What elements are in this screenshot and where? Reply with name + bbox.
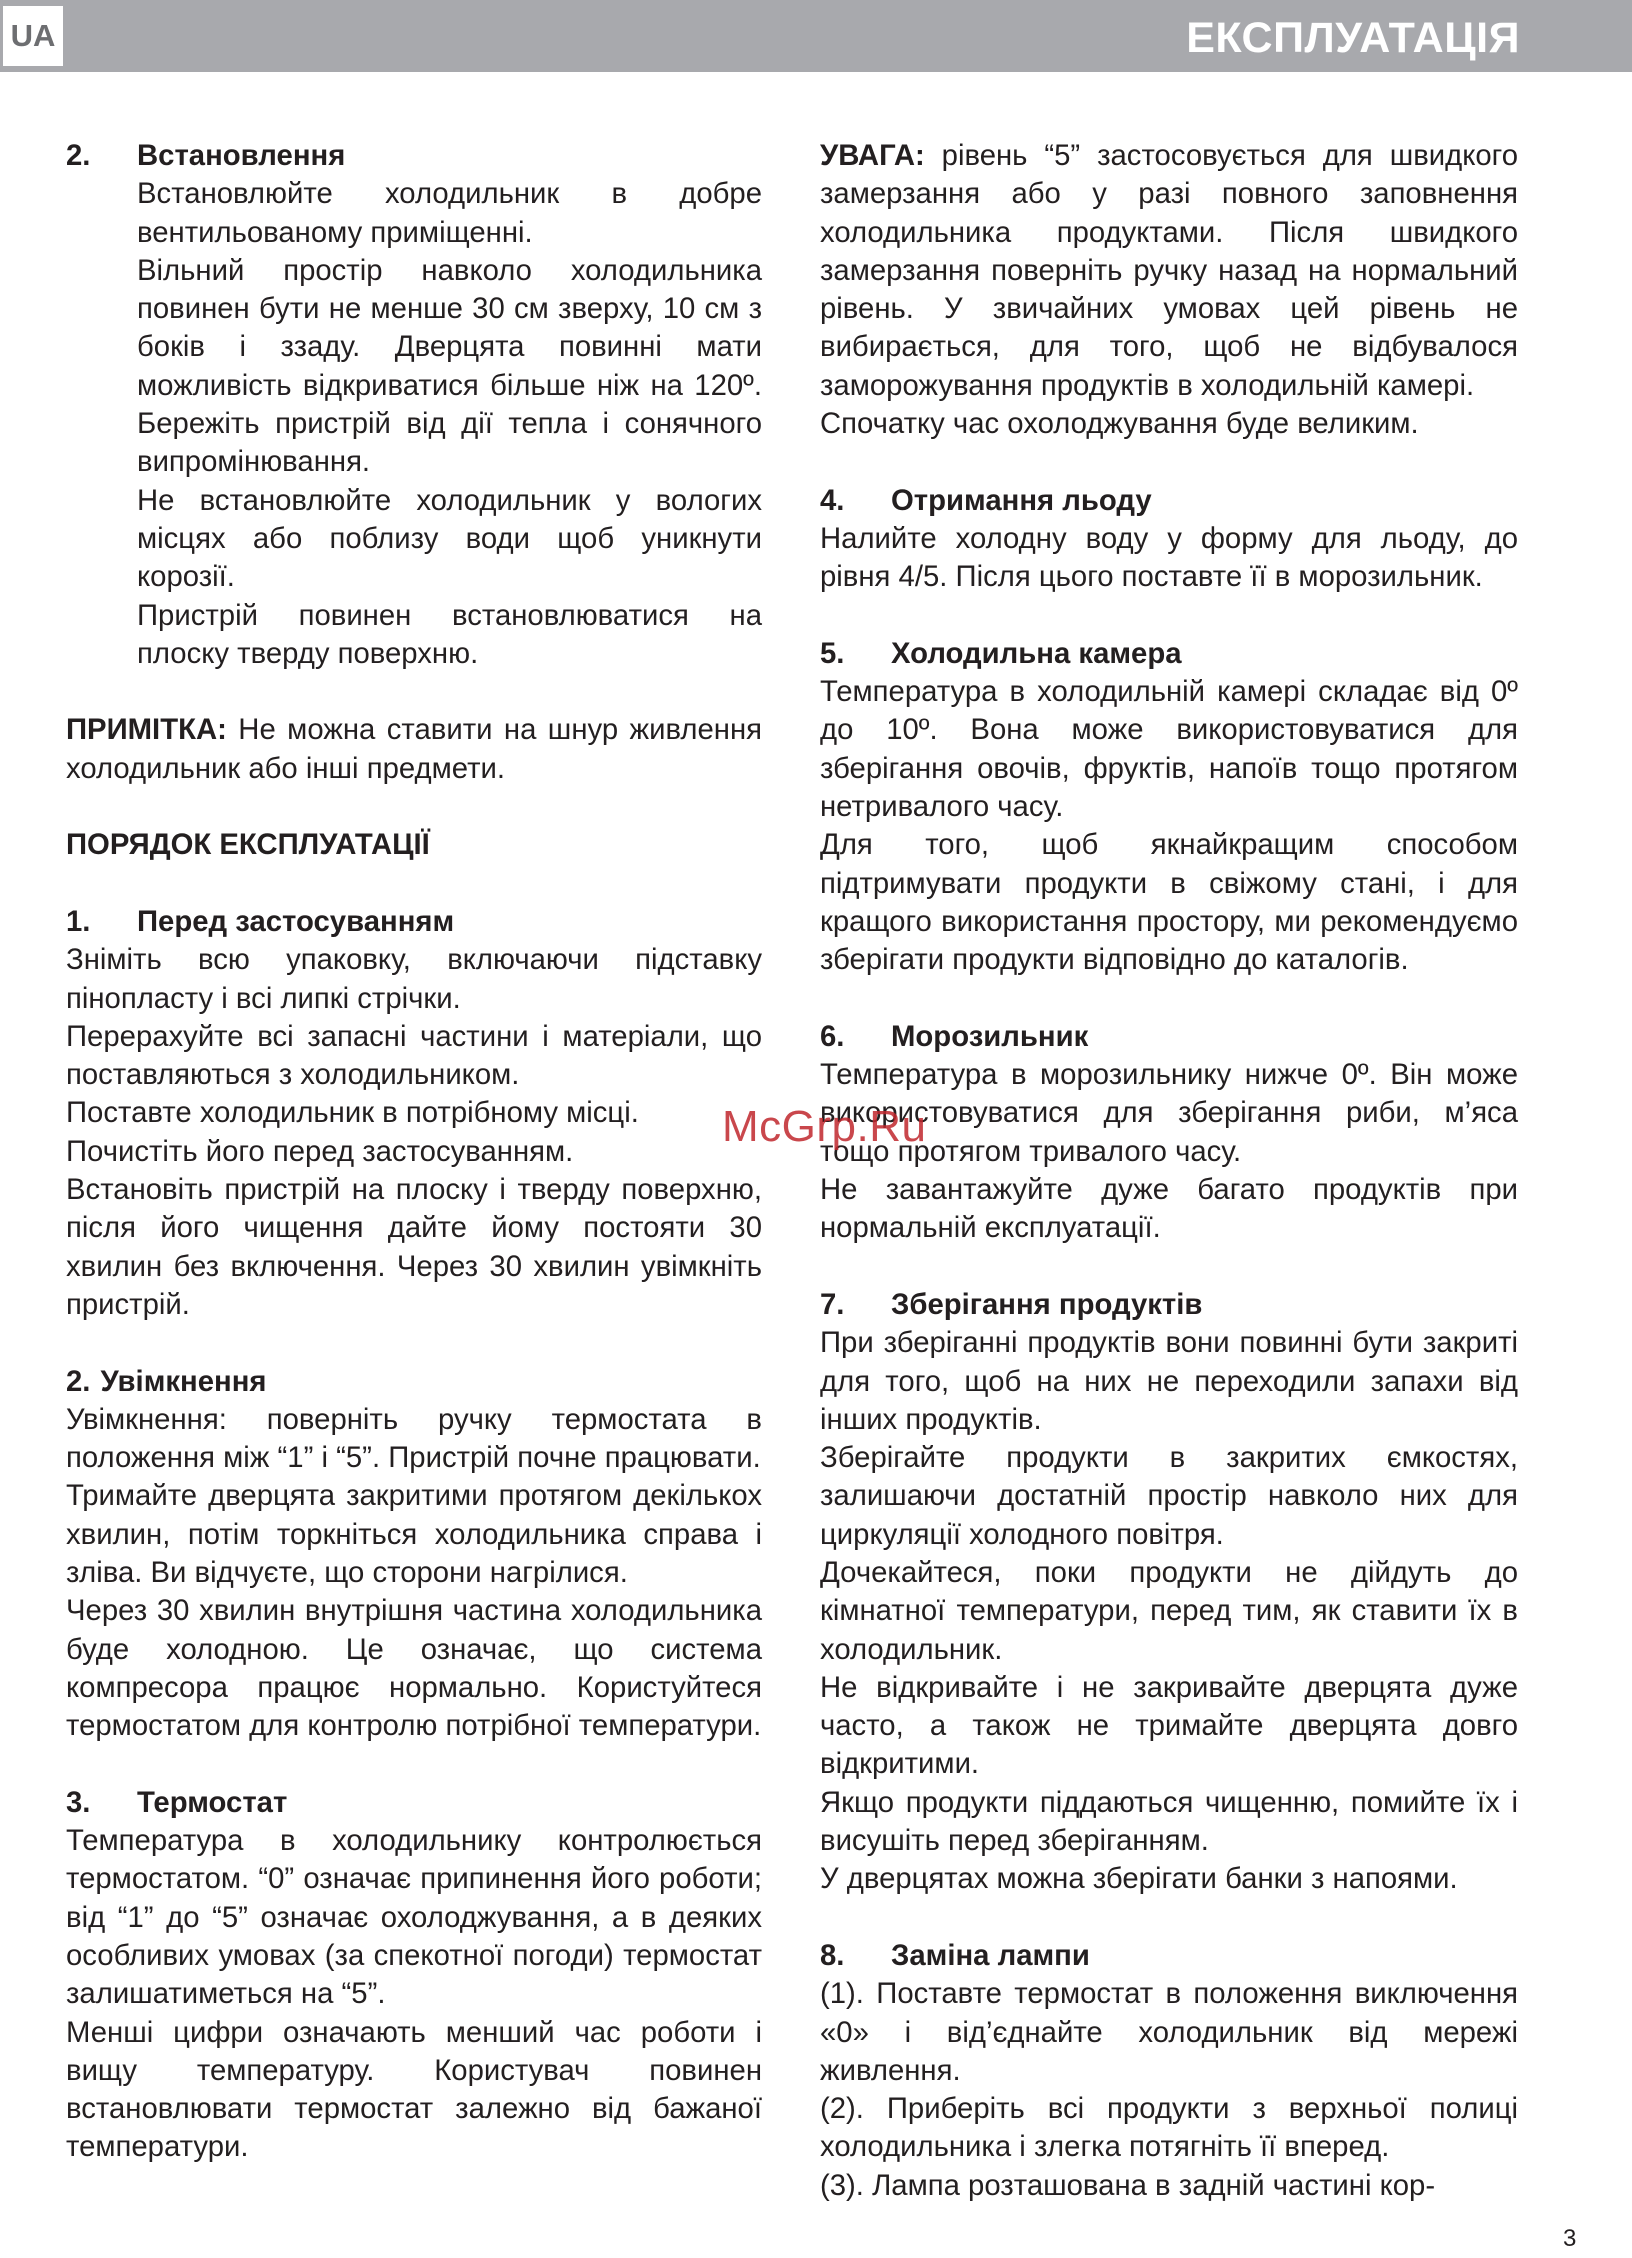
section-heading — [66, 1784, 762, 1822]
paragraph: Зберігайте продукти в закритих ємкостях, залишаючи достатній простір навколо них для циркуляції холодного повітря. — [820, 1441, 1518, 1551]
section-heading — [820, 1286, 1518, 1324]
paragraph: Менші цифри означають менший час роботи і вищу температуру. Користувач повинен встановлювати термостат залежно від бажаної температури. — [66, 2015, 762, 2164]
paragraph: Не завантажуйте дуже багато продуктів при нормальній експлуатації. — [820, 1173, 1518, 1245]
section-heading — [66, 137, 762, 175]
paragraph: Встановлюйте холодильник в добре вентильованому приміщенні. — [137, 177, 762, 249]
paragraph: Не відкривайте і не закривайте дверцята дуже часто, а також не тримайте дверцята довго відкритими. — [820, 1670, 1518, 1781]
paragraph: (2). Приберіть всі продукти з верхньої полиці холодильника і злегка потягніть її вперед. — [820, 2092, 1518, 2164]
paragraph: У дверцятах можна зберігати банки з напоями. — [820, 1862, 1458, 1896]
section-heading — [66, 1363, 762, 1401]
paragraph: Почистіть його перед застосуванням. — [66, 1134, 574, 1168]
paragraph: Тримайте дверцята закритими протягом декількох хвилин, потім торкніться холодильника справа і зліва. Ви відчуєте, що сторони нагрілися. — [66, 1479, 762, 1589]
paragraph: Перерахуйте всі запасні частини і матеріали, що поставляються з холодильником. — [66, 1019, 762, 1092]
paragraph: Якщо продукти піддаються чищенню, помийте їх і висушіть перед зберіганням. — [820, 1785, 1518, 1858]
section-heading — [66, 903, 762, 941]
paragraph: Вільний простір навколо холодильника повинен бути не менше 30 см зверху, 10 см з боків і ззаду. Дверцята повинні мати можливість відкриватися більше ніж на 120º. Бережіть пристрій від дії тепла і сонячного випромінювання. — [137, 253, 762, 479]
section-number: 2. — [66, 139, 91, 172]
section-number: 5. — [820, 636, 845, 670]
paragraph: Встановіть пристрій на плоску і тверду поверхню, після його чищення дайте йому постояти 30 хвилин без включення. Через 30 хвилин увімкніть пристрій. — [66, 1173, 762, 1321]
paragraph: Для того, щоб якнайкращим способом підтримувати продукти в свіжому стані, і для кращого використання простору, ми рекомендуємо зберігати продукти відповідно до каталогів. — [820, 828, 1518, 977]
header-bar — [0, 0, 1632, 72]
section-title: Встановлення — [137, 139, 346, 172]
warning-text: рівень “5” застосовується для швидкого замерзання або у разі повного заповнення холодильника продуктами. Після швидкого замерзання поверніть ручку назад на нормальний рівень. У звичайних умовах цей рівень не вибирається, для того, щоб не відбувалося заморожування продуктів в холодильній камері. — [820, 139, 1518, 402]
paragraph: Увімкнення: поверніть ручку термостата в положення між “1” і “5”. Пристрій почне працювати. — [66, 1402, 762, 1475]
note-paragraph — [66, 711, 762, 788]
page-number: 3 — [1563, 2225, 1577, 2252]
paragraph: (1). Поставте термостат в положення виключення «0» і від’єднайте холодильник від мережі живлення. — [820, 1977, 1518, 2087]
section-title: Зберігання продуктів — [891, 1287, 1203, 1321]
section-number: 8. — [820, 1938, 845, 1972]
section-number: 4. — [820, 483, 845, 517]
paragraph: Зніміть всю упаковку, включаючи підставку пінопласту і всі липкі стрічки. — [66, 943, 762, 1015]
paragraph: Не встановлюйте холодильник у вологих місцях або поблизу води щоб уникнути корозії. — [137, 483, 762, 594]
section-number: 7. — [820, 1287, 845, 1321]
page-title: ЕКСПЛУАТАЦІЯ — [1186, 14, 1520, 62]
paragraph: Пристрій повинен встановлюватися на плоску тверду поверхню. — [137, 598, 762, 670]
section-heading — [820, 1937, 1518, 1975]
left-column — [66, 137, 762, 2167]
note-text: Не можна ставити на шнур живлення холодильник або інші предмети. — [66, 713, 762, 785]
paragraph: При зберіганні продуктів вони повинні бути закриті для того, щоб на них не переходили запахи від інших продуктів. — [820, 1326, 1518, 1436]
paragraph: Температура в холодильній камері складає від 0º до 10º. Вона може використовуватися для зберігання овочів, фруктів, напоїв тощо протягом нетривалого часу. — [820, 675, 1518, 824]
note-label: ПРИМІТКА: — [66, 713, 227, 747]
section-heading — [820, 635, 1518, 673]
section-title: Увімкнення — [100, 1364, 267, 1398]
section-number: 3. — [66, 1785, 91, 1819]
paragraph: (3). Лампа розташована в задній частині кор- — [820, 2168, 1436, 2202]
section-title: Холодильна камера — [891, 636, 1182, 670]
warning-label: УВАГА: — [820, 139, 925, 172]
section-title: Заміна лампи — [891, 1938, 1090, 1972]
paragraph: Спочатку час охолоджування буде великим. — [820, 407, 1419, 441]
paragraph: Температура в морозильнику нижче 0º. Він може використовуватися для зберігання риби, м’яса тощо протягом тривалого часу. — [820, 1058, 1518, 1168]
section-number: 1. — [66, 904, 91, 938]
paragraph: Поставте холодильник в потрібному місці. — [66, 1096, 639, 1130]
section-title: Отримання льоду — [891, 483, 1152, 517]
paragraph: Через 30 хвилин внутрішня частина холодильника буде холодною. Це означає, що система компресора працює нормально. Користуйтеся термостатом для контролю потрібної температури. — [66, 1594, 762, 1743]
section-number: 2. — [66, 1364, 91, 1398]
section-title: Перед застосуванням — [137, 904, 455, 938]
section-heading — [820, 1018, 1518, 1056]
paragraph: Налийте холодну воду у форму для льоду, до рівня 4/5. Після цього поставте її в морозильник. — [820, 521, 1518, 594]
right-column — [820, 137, 1518, 2205]
section-heading — [820, 482, 1518, 520]
section-number: 6. — [820, 1019, 845, 1053]
section-title: Морозильник — [891, 1019, 1089, 1053]
paragraph: Температура в холодильнику контролюється термостатом. “0” означає припинення його роботи; від “1” до “5” означає охолоджування, а в деяких особливих умовах (за спекотної погоди) термостат залишатиметься на “5”. — [66, 1824, 762, 2011]
language-badge: UA — [3, 6, 63, 66]
watermark: McGrp.Ru — [722, 1102, 927, 1151]
order-heading: ПОРЯДОК ЕКСПЛУАТАЦІЇ — [66, 828, 430, 862]
section-title: Термостат — [137, 1785, 288, 1819]
paragraph: Дочекайтеся, поки продукти не дійдуть до кімнатної температури, перед тим, як ставити їх в холодильник. — [820, 1555, 1518, 1666]
warning-paragraph — [820, 137, 1518, 405]
